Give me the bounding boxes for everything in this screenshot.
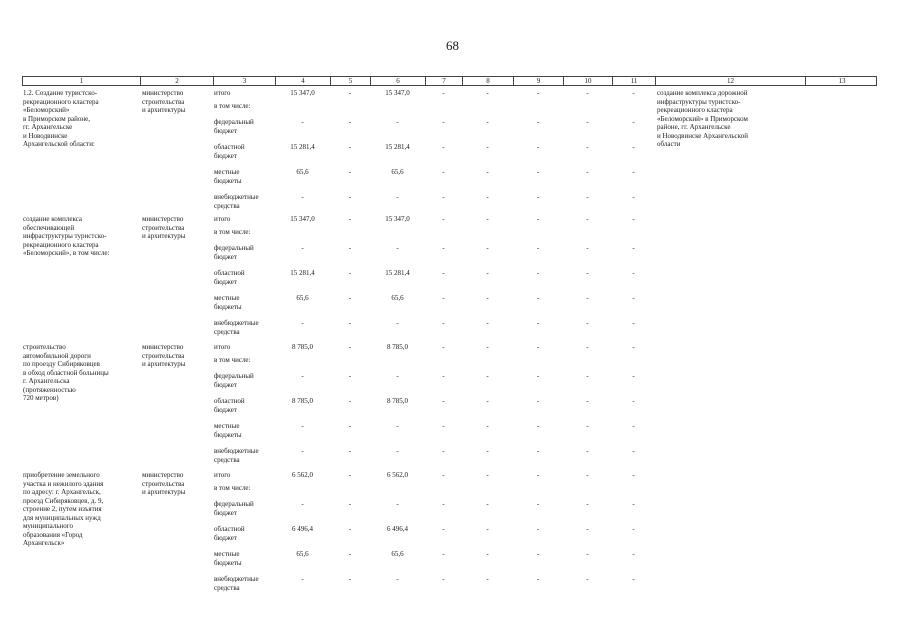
table-cell-c10: - [586, 500, 589, 508]
table-cell-c8: - [486, 193, 489, 201]
table-cell-c9: - [536, 244, 540, 252]
table-cell-c9: - [536, 372, 540, 380]
table-cell-c9: - [536, 118, 540, 126]
table-cell-c7: - [442, 397, 445, 405]
table-cell-c11: - [632, 168, 635, 176]
table-cell-c6: - [396, 447, 399, 455]
column-header-12: 12 [656, 77, 806, 85]
table-cell-c6: 8 785,0 [387, 397, 408, 405]
table-cell-c5: - [348, 422, 352, 430]
table-cell-c11: - [632, 319, 635, 327]
table-cell-c10: - [586, 215, 589, 223]
funding-source-label: в том числе: [214, 102, 251, 110]
table-cell-c4: 15 347,0 [290, 215, 315, 223]
funding-source-label: местные бюджеты [214, 422, 242, 439]
table-cell-c10: - [586, 397, 589, 405]
table-cell-c8: - [486, 525, 489, 533]
table-cell-c9: - [536, 500, 540, 508]
table-cell-c10: - [586, 193, 589, 201]
funding-source-label: итого [214, 471, 231, 479]
table-cell-c5: - [348, 215, 352, 223]
column-header-9: 9 [514, 77, 564, 85]
table-cell-c5: - [348, 550, 352, 558]
table-cell-c9: - [536, 343, 540, 351]
table-cell-c5: - [348, 397, 352, 405]
table-cell-c9: - [536, 397, 540, 405]
table-cell-c11: - [632, 294, 635, 302]
measure-name: 1.2. Создание туристско- рекреационного кластера «Беломорский» в Приморском районе, гг. Архангельске и Новодвинске Архангельской области: [23, 89, 99, 148]
table-cell-c6: 15 347,0 [385, 89, 410, 97]
funding-source-label: федеральный бюджет [214, 500, 254, 517]
column-header-2: 2 [141, 77, 214, 85]
table-cell-c7: - [442, 269, 445, 277]
table-cell-c4: - [301, 447, 304, 455]
table-cell-c8: - [486, 575, 489, 583]
table-cell-c8: - [486, 118, 489, 126]
table-cell-c6: 65,6 [391, 168, 404, 176]
table-cell-c4: 6 562,0 [292, 471, 313, 479]
funding-source-label: в том числе: [214, 484, 251, 492]
funding-source-label: внебюджетные средства [214, 319, 259, 336]
table-cell-c4: 65,6 [296, 294, 309, 302]
table-cell-c5: - [348, 168, 352, 176]
table-cell-c7: - [442, 500, 445, 508]
table-cell-c9: - [536, 471, 540, 479]
table-cell-c7: - [442, 372, 445, 380]
column-header-10: 10 [564, 77, 613, 85]
table-cell-c4: 8 785,0 [292, 397, 313, 405]
funding-source-label: местные бюджеты [214, 168, 242, 185]
column-header-1: 1 [23, 77, 141, 85]
table-cell-c4: 65,6 [296, 168, 309, 176]
executor-name: министерство строительства и архитектуры [142, 89, 186, 114]
table-cell-c4: 8 785,0 [292, 343, 313, 351]
table-cell-c4: - [301, 372, 304, 380]
table-cell-c8: - [486, 319, 489, 327]
funding-source-label: федеральный бюджет [214, 118, 254, 135]
funding-source-label: в том числе: [214, 356, 251, 364]
funding-source-label: в том числе: [214, 228, 251, 236]
table-cell-c11: - [632, 193, 635, 201]
table-cell-c5: - [348, 118, 352, 126]
table-cell-c8: - [486, 422, 489, 430]
table-cell-c10: - [586, 269, 589, 277]
funding-source-label: внебюджетные средства [214, 193, 259, 210]
table-cell-c11: - [632, 372, 635, 380]
table-cell-c7: - [442, 550, 445, 558]
table-cell-c6: 65,6 [391, 294, 404, 302]
table-cell-c6: 8 785,0 [387, 343, 408, 351]
funding-source-label: внебюджетные средства [214, 447, 259, 464]
column-header-8: 8 [463, 77, 514, 85]
table-cell-c4: 65,6 [296, 550, 309, 558]
table-cell-c11: - [632, 500, 635, 508]
table-cell-c8: - [486, 215, 489, 223]
table-cell-c5: - [348, 471, 352, 479]
table-cell-c10: - [586, 118, 589, 126]
table-cell-c10: - [586, 168, 589, 176]
table-cell-c9: - [536, 89, 540, 97]
table-cell-c7: - [442, 525, 445, 533]
table-cell-c6: - [396, 193, 399, 201]
table-cell-c5: - [348, 294, 352, 302]
table-cell-c9: - [536, 215, 540, 223]
table-cell-c7: - [442, 215, 445, 223]
column-header-7: 7 [426, 77, 463, 85]
table-cell-c9: - [536, 447, 540, 455]
table-cell-c11: - [632, 89, 635, 97]
table-cell-c6: 6 496,4 [387, 525, 408, 533]
table-cell-c9: - [536, 550, 540, 558]
table-cell-c5: - [348, 193, 352, 201]
table-cell-c4: - [301, 193, 304, 201]
table-cell-c6: - [396, 118, 399, 126]
table-cell-c8: - [486, 550, 489, 558]
table-cell-c9: - [536, 319, 540, 327]
table-cell-c5: - [348, 372, 352, 380]
table-cell-c6: - [396, 500, 399, 508]
table-cell-c8: - [486, 244, 489, 252]
table-cell-c10: - [586, 294, 589, 302]
table-cell-c7: - [442, 575, 445, 583]
table-cell-c5: - [348, 343, 352, 351]
table-cell-c10: - [586, 550, 589, 558]
table-cell-c7: - [442, 294, 445, 302]
measure-name: приобретение земельного участка и нежилого здания по адресу: г. Архангельск, проезд Сибиряковцев, д. 9, строение 2, путем изъятия для муниципальных нужд муниципального образования «Город Архангельск» [23, 471, 104, 547]
table-cell-c8: - [486, 89, 489, 97]
funding-source-label: федеральный бюджет [214, 372, 254, 389]
funding-source-label: областной бюджет [214, 269, 245, 286]
measure-name: строительство автомобильной дороги по проезду Сибиряковцев в обход областной больницы г. Архангельска (протяженностью 720 метров) [23, 343, 109, 402]
table-cell-c9: - [536, 294, 540, 302]
table-cell-c11: - [632, 525, 635, 533]
table-cell-c4: 6 496,4 [292, 525, 313, 533]
funding-source-label: областной бюджет [214, 525, 245, 542]
table-cell-c11: - [632, 397, 635, 405]
table-cell-c9: - [536, 575, 540, 583]
table-cell-c5: - [348, 244, 352, 252]
table-cell-c9: - [536, 168, 540, 176]
funding-source-label: итого [214, 89, 231, 97]
column-header-11: 11 [613, 77, 656, 85]
table-cell-c5: - [348, 143, 352, 151]
page-number: 68 [446, 38, 459, 53]
table-cell-c10: - [586, 319, 589, 327]
executor-name: министерство строительства и архитектуры [142, 471, 186, 496]
table-cell-c4: 15 281,4 [290, 143, 315, 151]
table-cell-c9: - [536, 193, 540, 201]
table-cell-c11: - [632, 118, 635, 126]
table-cell-c4: - [301, 244, 304, 252]
column-header-3: 3 [214, 77, 276, 85]
table-cell-c6: 15 281,4 [385, 143, 410, 151]
table-cell-c4: - [301, 118, 304, 126]
column-header-4: 4 [276, 77, 331, 85]
table-cell-c6: - [396, 575, 399, 583]
table-cell-c10: - [586, 575, 589, 583]
funding-source-label: итого [214, 343, 231, 351]
table-cell-c7: - [442, 471, 445, 479]
table-cell-c10: - [586, 422, 589, 430]
table-cell-c9: - [536, 525, 540, 533]
table-cell-c7: - [442, 193, 445, 201]
table-cell-c6: 6 562,0 [387, 471, 408, 479]
table-cell-c5: - [348, 269, 352, 277]
table-cell-c5: - [348, 319, 352, 327]
table-cell-c6: - [396, 244, 399, 252]
table-cell-c11: - [632, 575, 635, 583]
table-cell-c5: - [348, 500, 352, 508]
table-cell-c8: - [486, 397, 489, 405]
table-cell-c10: - [586, 343, 589, 351]
table-cell-c5: - [348, 575, 352, 583]
table-cell-c7: - [442, 319, 445, 327]
table-cell-c7: - [442, 118, 445, 126]
table-cell-c7: - [442, 422, 445, 430]
table-cell-c6: 15 347,0 [385, 215, 410, 223]
table-cell-c9: - [536, 269, 540, 277]
table-cell-c9: - [536, 143, 540, 151]
table-cell-c4: - [301, 319, 304, 327]
table-cell-c8: - [486, 372, 489, 380]
table-cell-c9: - [536, 422, 540, 430]
table-cell-c10: - [586, 525, 589, 533]
table-cell-c10: - [586, 89, 589, 97]
table-cell-c4: 15 281,4 [290, 269, 315, 277]
table-cell-c8: - [486, 294, 489, 302]
table-cell-c8: - [486, 168, 489, 176]
table-cell-c5: - [348, 447, 352, 455]
table-cell-c6: - [396, 319, 399, 327]
table-cell-c10: - [586, 143, 589, 151]
table-cell-c4: - [301, 575, 304, 583]
funding-source-label: областной бюджет [214, 143, 245, 160]
table-cell-c11: - [632, 244, 635, 252]
table-cell-c11: - [632, 550, 635, 558]
table-cell-c4: 15 347,0 [290, 89, 315, 97]
column-header-5: 5 [331, 77, 371, 85]
table-cell-c8: - [486, 269, 489, 277]
table-cell-c11: - [632, 447, 635, 455]
table-cell-c11: - [632, 343, 635, 351]
table-cell-c7: - [442, 89, 445, 97]
table-cell-c8: - [486, 471, 489, 479]
funding-source-label: областной бюджет [214, 397, 245, 414]
funding-source-label: внебюджетные средства [214, 575, 259, 592]
table-cell-c11: - [632, 422, 635, 430]
table-cell-c6: - [396, 372, 399, 380]
funding-source-label: федеральный бюджет [214, 244, 254, 261]
table-cell-c7: - [442, 168, 445, 176]
executor-name: министерство строительства и архитектуры [142, 215, 186, 240]
funding-source-label: местные бюджеты [214, 550, 242, 567]
table-cell-c6: - [396, 422, 399, 430]
column-header-13: 13 [838, 77, 846, 85]
table-cell-c4: - [301, 422, 304, 430]
table-cell-c11: - [632, 215, 635, 223]
table-cell-c11: - [632, 471, 635, 479]
table-cell-c7: - [442, 447, 445, 455]
table-cell-c7: - [442, 244, 445, 252]
table-cell-c10: - [586, 372, 589, 380]
column-number-header-row [22, 76, 877, 86]
funding-source-label: местные бюджеты [214, 294, 242, 311]
table-cell-c7: - [442, 343, 445, 351]
table-cell-c10: - [586, 447, 589, 455]
table-cell-c8: - [486, 447, 489, 455]
table-cell-c10: - [586, 244, 589, 252]
funding-source-label: итого [214, 215, 231, 223]
expected-result: создание комплекса дорожной инфраструктуры туристско- рекреационного кластера «Беломорский» в Приморском районе, гг. Архангельске и Новодвинске Архангельской области [657, 89, 748, 148]
table-cell-c11: - [632, 269, 635, 277]
table-cell-c8: - [486, 143, 489, 151]
table-cell-c7: - [442, 143, 445, 151]
table-cell-c4: - [301, 500, 304, 508]
table-cell-c6: 15 281,4 [385, 269, 410, 277]
table-cell-c6: 65,6 [391, 550, 404, 558]
table-cell-c11: - [632, 143, 635, 151]
table-cell-c5: - [348, 89, 352, 97]
executor-name: министерство строительства и архитектуры [142, 343, 186, 368]
table-cell-c5: - [348, 525, 352, 533]
table-cell-c8: - [486, 500, 489, 508]
table-cell-c10: - [586, 471, 589, 479]
column-header-6: 6 [371, 77, 426, 85]
measure-name: создание комплекса обеспечивающей инфраструктуры туристско- рекреационного кластера «Беломорский», в том числе: [23, 215, 110, 257]
table-cell-c8: - [486, 343, 489, 351]
